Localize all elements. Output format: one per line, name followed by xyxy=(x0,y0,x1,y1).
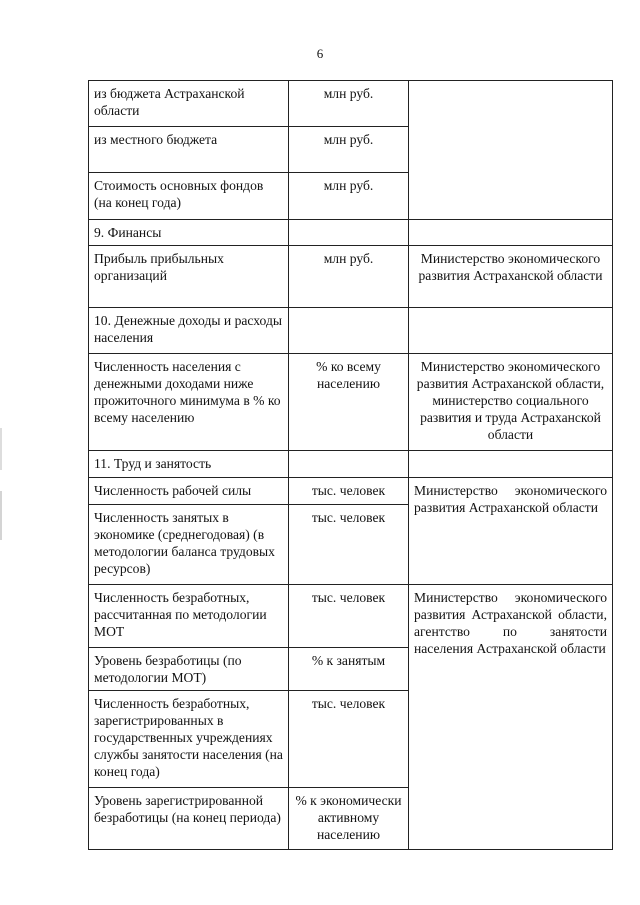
unit-cell: тыс. человек xyxy=(289,478,409,505)
unit-cell xyxy=(289,220,409,246)
unit-cell: тыс. человек xyxy=(289,505,409,585)
section-heading: 11. Труд и занятость xyxy=(89,451,289,478)
indicator-cell: Численность безработных, рассчитанная по методологии МОТ xyxy=(89,585,289,648)
indicator-cell: из местного бюджета xyxy=(89,127,289,173)
indicator-cell: Стоимость основных фондов (на конец года) xyxy=(89,173,289,220)
unit-cell: тыс. человек xyxy=(289,691,409,788)
table-row xyxy=(89,354,613,451)
indicator-cell: Уровень зарегистрированной безработицы (на конец периода) xyxy=(89,788,289,850)
section-heading: 10. Денежные доходы и расходы населения xyxy=(89,308,289,354)
source-cell xyxy=(409,81,613,220)
section-row xyxy=(89,220,613,246)
table-row xyxy=(89,81,613,127)
source-cell: Министерство экономического развития Астраханской области xyxy=(409,478,613,585)
unit-cell: млн руб. xyxy=(289,127,409,173)
section-row xyxy=(89,308,613,354)
page-number: 6 xyxy=(316,46,324,61)
table-row xyxy=(89,585,613,648)
section-heading: 9. Финансы xyxy=(89,220,289,246)
table-row xyxy=(89,478,613,505)
indicator-cell: Численность безработных, зарегистрированных в государственных учреждениях службы занятости населения (на конец года) xyxy=(89,691,289,788)
unit-cell: % к экономически активному населению xyxy=(289,788,409,850)
unit-cell xyxy=(289,451,409,478)
source-cell xyxy=(409,308,613,354)
indicator-cell: Численность занятых в экономике (среднегодовая) (в методологии баланса трудовых ресурсов) xyxy=(89,505,289,585)
source-cell: Министерство экономического развития Астраханской области, министерство социального развития и труда Астраханской области xyxy=(409,354,613,451)
section-row xyxy=(89,451,613,478)
unit-cell: % ко всему населению xyxy=(289,354,409,451)
source-cell: Министерство экономического развития Астраханской области, агентство по занятости населения Астраханской области xyxy=(409,585,613,850)
source-cell xyxy=(409,451,613,478)
table-row xyxy=(89,246,613,308)
source-cell: Министерство экономического развития Астраханской области xyxy=(409,246,613,308)
indicator-cell: Численность рабочей силы xyxy=(89,478,289,505)
indicator-cell: Прибыль прибыльных организаций xyxy=(89,246,289,308)
unit-cell: млн руб. xyxy=(289,173,409,220)
scan-edge-mark xyxy=(0,428,2,568)
indicators-table xyxy=(88,80,613,850)
unit-cell: млн руб. xyxy=(289,81,409,127)
indicator-cell: Численность населения с денежными доходами ниже прожиточного минимума в % ко всему населению xyxy=(89,354,289,451)
source-cell xyxy=(409,220,613,246)
unit-cell: % к занятым xyxy=(289,648,409,691)
unit-cell: млн руб. xyxy=(289,246,409,308)
unit-cell: тыс. человек xyxy=(289,585,409,648)
indicator-cell: Уровень безработицы (по методологии МОТ) xyxy=(89,648,289,691)
indicator-cell: из бюджета Астраханской области xyxy=(89,81,289,127)
unit-cell xyxy=(289,308,409,354)
